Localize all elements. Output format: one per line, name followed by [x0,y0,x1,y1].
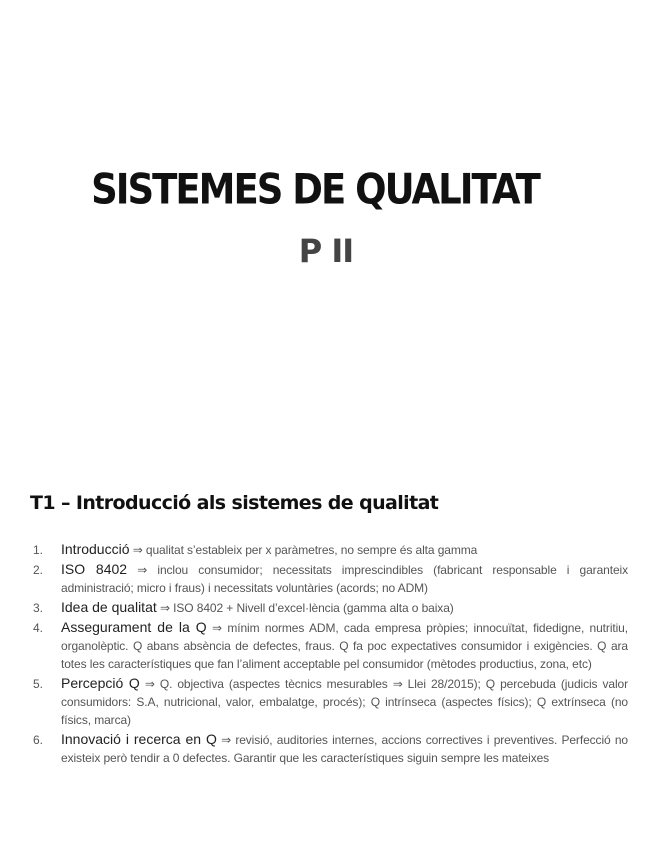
list-item-heading: Idea de qualitat [61,599,157,615]
list-item-text: ⇒ qualitat s’estableix per x paràmetres, no sempre és alta gamma [129,543,478,557]
list-item-number: 3. [33,601,44,615]
list-item-text: ⇒ ISO 8402 + Nivell d’excel·lència (gamma alta o baixa) [156,601,454,615]
list-item-text: ⇒ revisió, auditories internes, accions correctives i preventives. Perfecció no existeix però tendir a 0 defectes. Garantir que les característiques siguin sempre les mateixes [61,733,628,765]
list-item-number: 1. [33,543,44,557]
list-item-heading: Assegurament de la Q [61,619,207,635]
list-item-heading: Introducció [61,541,130,557]
document-subtitle: P II [298,232,354,270]
list-item-text: ⇒ mínim normes ADM, cada empresa pròpies; innocuïtat, fidedigne, nutritiu, organolèptic. Q abans absència de defectes, fraus. Q fa poc expectatives consumidor i exigències. Q ara totes les característiques que fan l’aliment acceptable pel consumidor (mètodes productius, zona, etc) [61,621,628,671]
list-item-text: ⇒ Q. objectiva (aspectes tècnics mesurables ⇒ Llei 28/2015); Q percebuda (judicis valor consumidors: S.A, nutricional, valor, embalatge, procés); Q intrínseca (aspectes físics); Q extrínseca (no físics, marca) [61,677,628,727]
list-item [0,560,628,597]
list-item [0,730,628,767]
list-item-number: 2. [33,563,44,577]
list-item-text: ⇒ inclou consumidor; necessitats imprescindibles (fabricant responsable i garanteix administració; micro i fraus) i necessitats voluntàries (acords; no ADM) [61,563,628,595]
list-item-number: 4. [33,621,44,635]
document-title: SISTEMES DE QUALITAT [91,165,539,214]
list-item [0,540,628,559]
list-item [0,598,628,617]
list-item-heading: ISO 8402 [61,561,128,577]
list-item-heading: Percepció Q [61,675,140,691]
list-item [0,674,628,729]
topic-list [0,540,628,768]
list-item [0,618,628,673]
list-item-number: 5. [33,677,44,691]
list-item-heading: Innovació i recerca en Q [61,731,217,747]
list-item-number: 6. [33,733,44,747]
section-heading: T1 – Introducció als sistemes de qualitat [30,492,439,514]
